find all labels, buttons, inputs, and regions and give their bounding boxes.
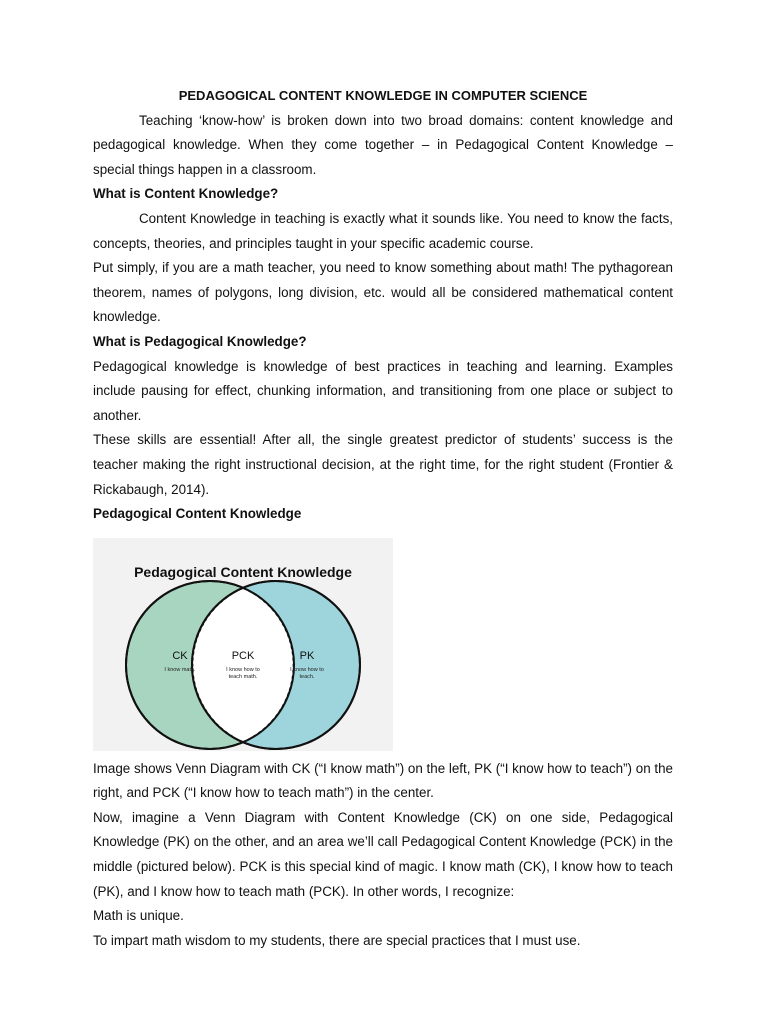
venn-diagram	[93, 538, 393, 751]
content-knowledge-paragraph-1: Content Knowledge in teaching is exactly what it sounds like. You need to know the facts, concepts, theories, and principles taught in your specific academic course.	[93, 210, 673, 251]
ck-label: CK	[172, 649, 188, 662]
intro-paragraph: Teaching ‘know-how’ is broken down into two broad domains: content knowledge and pedagogical knowledge. When they come together – in Pedagogical Content Knowledge – special things happen in a classroom.	[93, 112, 673, 177]
venn-diagram-figure	[93, 538, 393, 751]
content-knowledge-paragraph-2: Put simply, if you are a math teacher, you need to know something about math! The pythagorean theorem, names of polygons, long division, etc. would all be considered mathematical content knowledge.	[93, 260, 673, 325]
content-knowledge-heading: What is Content Knowledge?	[93, 186, 279, 202]
pck-sublabel-2: teach math.	[228, 673, 258, 680]
ck-sublabel: I know math.	[164, 666, 196, 673]
pk-label: PK	[299, 649, 315, 662]
venn-explanation-paragraph: Now, imagine a Venn Diagram with Content Knowledge (CK) on one side, Pedagogical Knowledge (PK) on the other, and an area we’ll call Pedagogical Content Knowledge (PCK) in the middle (pictured below). PCK is this special kind of magic. I know math (CK), I know how to teach (PK), and I know how to teach math (PCK). In other words, I recognize:	[93, 809, 673, 899]
math-unique-line: Math is unique.	[93, 908, 184, 924]
pedagogical-knowledge-heading: What is Pedagogical Knowledge?	[93, 333, 307, 349]
pedagogical-knowledge-paragraph-2: These skills are essential! After all, the single greatest predictor of students’ success is the teacher making the right instructional decision, at the right time, for the right student (Frontier & Rickabaugh, 2014).	[93, 432, 673, 497]
pck-label: PCK	[231, 649, 255, 662]
venn-title: Pedagogical Content Knowledge	[134, 563, 352, 580]
pck-heading: Pedagogical Content Knowledge	[93, 506, 302, 522]
pk-sublabel-2: teach.	[299, 673, 315, 680]
impart-wisdom-line: To impart math wisdom to my students, there are special practices that I must use.	[93, 932, 581, 948]
pedagogical-knowledge-paragraph-1: Pedagogical knowledge is knowledge of best practices in teaching and learning. Examples include pausing for effect, chunking information, and transitioning from one place or subject to another.	[93, 358, 673, 423]
pck-sublabel-1: I know how to	[226, 666, 260, 673]
figure-caption: Image shows Venn Diagram with CK (“I know math”) on the left, PK (“I know how to teach”) on the right, and PCK (“I know how to teach math”) in the center.	[93, 760, 673, 801]
pk-sublabel-1: I know how to	[290, 666, 324, 673]
document-body	[93, 84, 673, 953]
document-title: PEDAGOGICAL CONTENT KNOWLEDGE IN COMPUTER SCIENCE	[178, 88, 588, 103]
